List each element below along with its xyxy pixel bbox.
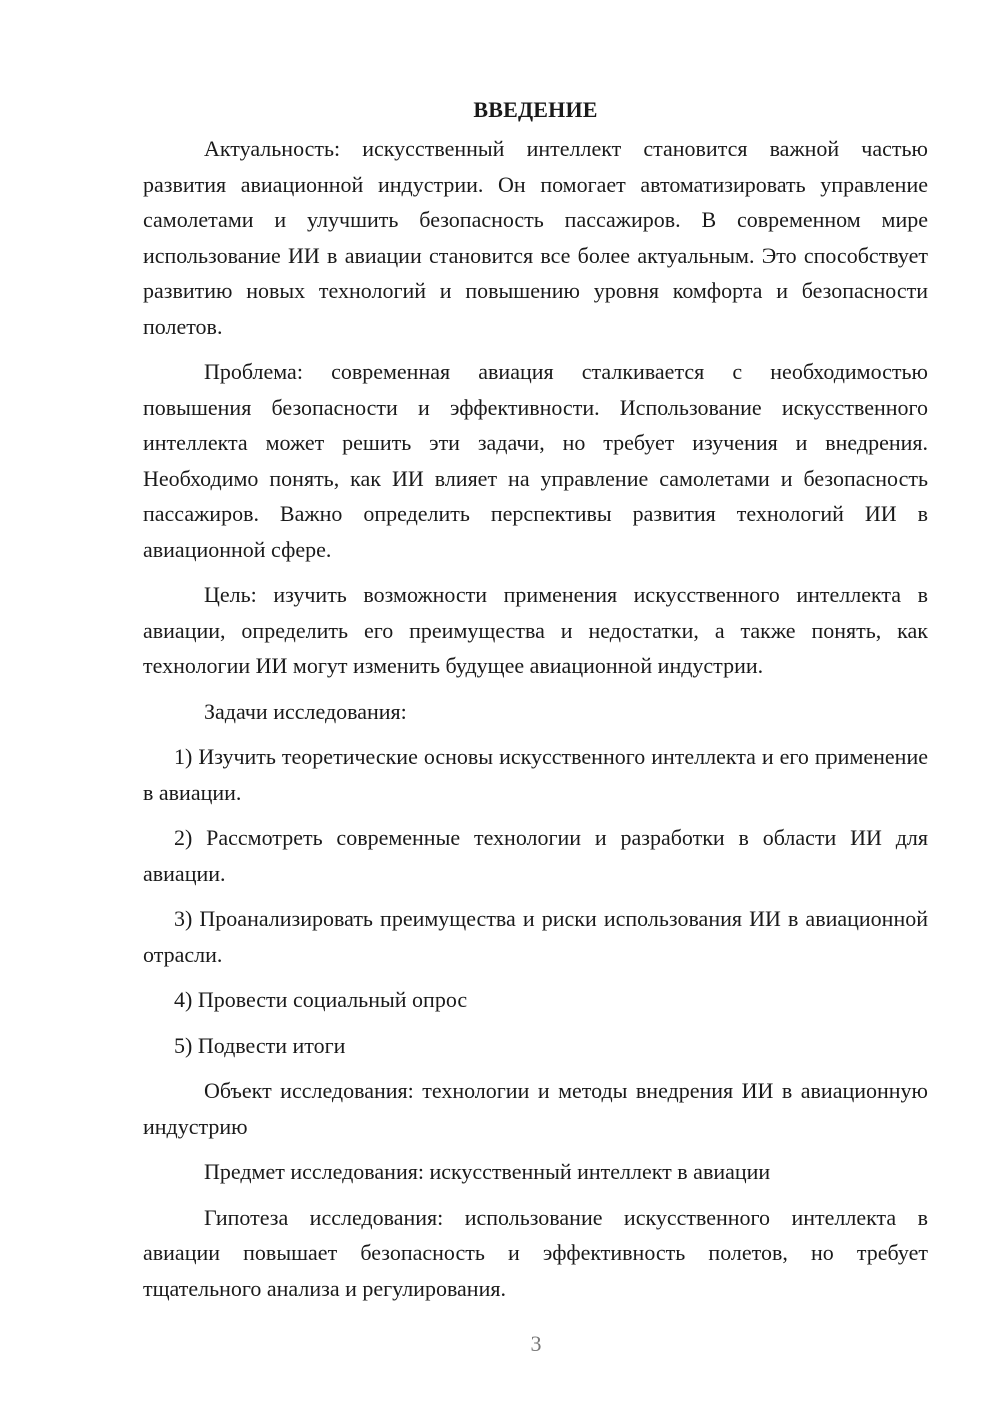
task-item-3: 3) Проанализировать преимущества и риски использования ИИ в авиационной отрасли. [143, 906, 928, 967]
page-number: 3 [530, 1331, 542, 1356]
task-item-4: 4) Провести социальный опрос [174, 987, 468, 1012]
tasks-heading: Задачи исследования: [204, 698, 407, 724]
goal-paragraph: Цель: изучить возможности применения искусственного интеллекта в авиации, определить его преимущества и недостатки, а также понять, как технологии ИИ могут изменить будущее авиационной индустрии. [143, 582, 928, 678]
problem-paragraph: Проблема: современная авиация сталкивается с необходимостью повышения безопасности и эффективности. Использование искусственного интеллекта может решить эти задачи, но требует изучения и внедрения. Необходимо понять, как ИИ влияет на управление самолетами и безопасность пассажиров. Важно определить перспективы развития технологий ИИ в авиационной сфере. [143, 359, 928, 562]
section-title: ВВЕДЕНИЕ [473, 97, 598, 122]
object-paragraph: Объект исследования: технологии и методы внедрения ИИ в авиационную индустрию [143, 1078, 928, 1139]
subject-paragraph: Предмет исследования: искусственный интеллект в авиации [204, 1159, 771, 1184]
task-item-5: 5) Подвести итоги [174, 1032, 346, 1058]
document-page [143, 92, 928, 1316]
task-item-2: 2) Рассмотреть современные технологии и разработки в области ИИ для авиации. [143, 825, 928, 886]
hypothesis-paragraph: Гипотеза исследования: использование искусственного интеллекта в авиации повышает безопасность и эффективность полетов, но требует тщательного анализа и регулирования. [143, 1204, 928, 1301]
relevance-paragraph: Актуальность: искусственный интеллект становится важной частью развития авиационной индустрии. Он помогает автоматизировать управление самолетами и улучшить безопасность пассажиров. В современном мире использование ИИ в авиации становится все более актуальным. Это способствует развитию новых технологий и повышению уровня комфорта и безопасности полетов. [143, 136, 928, 339]
task-item-1: 1) Изучить теоретические основы искусственного интеллекта и его применение в авиации. [143, 744, 928, 805]
